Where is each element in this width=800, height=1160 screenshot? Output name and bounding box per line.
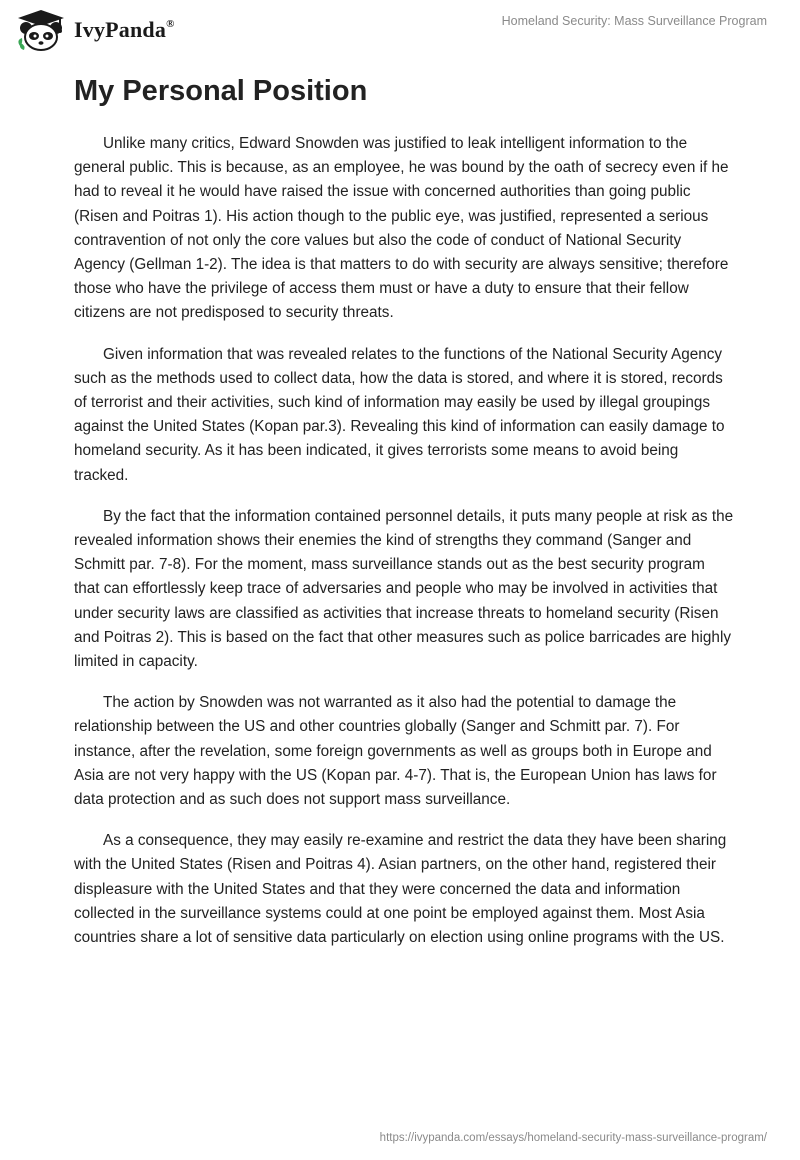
brand-name: IvyPanda® (74, 17, 175, 42)
paragraph: As a consequence, they may easily re-examine and restrict the data they have been sharing with the United States (Risen and Poitras 4). Asian partners, on the other hand, registered their displeasure with the United States and that they were concerned the data and information collected in the surveillance systems could at one point be employed against them. Most Asia countries share a lot of sensitive data particularly on election using online programs with the US. (74, 832, 727, 947)
paragraph: The action by Snowden was not warranted as it also had the potential to damage the relationship between the US and other countries globally (Sanger and Schmitt par. 7). For instance, after the revelation, some foreign governments as well as groups both in Europe and Asia are not very happy with the US (Kopan par. 4-7). That is, the European Union has laws for data protection and as such does not support mass surveillance. (74, 694, 717, 809)
article-body (74, 72, 734, 967)
paragraph: By the fact that the information contained personnel details, it puts many people at risk as the revealed information shows their enemies the kind of strengths they command (Sanger and Schmitt par. 7-8). For the moment, mass surveillance stands out as the best security program that can effortlessly keep trace of adversaries and people who may be involved in activities that under security laws are classified as activities that increase threats to homeland security (Risen and Poitras 2). This is based on the fact that other measures such as police barricades are highly limited in capacity. (74, 507, 734, 671)
paragraph: Unlike many critics, Edward Snowden was justified to leak intelligent information to the general public. This is because, as an employee, he was bound by the oath of secrecy even if he had to reveal it he would have raised the issue with concerned authorities than going public (Risen and Poitras 1). His action though to the public eye, was justified, represented a serious contravention of not only the core values but also the code of conduct of National Security Agency (Gellman 1-2). The idea is that matters to do with security are always sensitive; therefore those who have the privilege of access them must or have a duty to ensure that their fellow citizens are not predisposed to security threats. (74, 135, 729, 322)
brand-logo[interactable] (14, 8, 175, 52)
paragraph: Given information that was revealed relates to the functions of the National Security Agency such as the methods used to collect data, how the data is stored, and where it is stored, records of terrorist and their activities, such kind of information may easily be used by illegal groupings against the United States (Kopan par.3). Revealing this kind of information can easily damage to homeland security. As it has been indicated, it gives terrorists some means to avoid being tracked. (74, 345, 725, 484)
source-url-link[interactable]: https://ivypanda.com/essays/homeland-security-mass-surveillance-program/ (379, 1132, 767, 1144)
panda-graduate-icon (14, 8, 68, 52)
section-heading: My Personal Position (74, 75, 368, 107)
page-header (0, 0, 800, 60)
document-title: Homeland Security: Mass Surveillance Program (501, 14, 767, 28)
